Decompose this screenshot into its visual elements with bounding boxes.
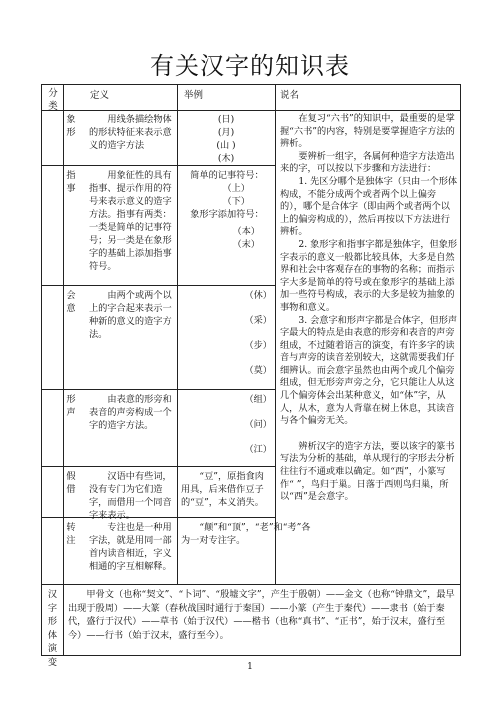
category-ideograph: 会 意 [66, 290, 76, 314]
header-definition: 定义 [90, 90, 110, 101]
definition-text: 汉语中有些词，没有专门为它们造字，而借用一个同音字来表示。 [89, 471, 172, 521]
example-list: (日) (月) (山 ) (木) [216, 114, 236, 164]
definition-text: 用线条描绘物体的形状特征来表示意义的造字方法 [89, 114, 172, 151]
notes-step-2: 2. 象形字和指事字都是独体字，但象形字表示的意义一般都比较具体，大多是自然界和社会中客观存在的事物的名称；而指示字大多是简单的符号或在象形字的基础上添加一些符号构成，表示的大多是较为抽象的事物和意义。 [280, 238, 458, 313]
notes-last: 辨析汉字的造字方法，要以该字的篆书写法为分析的基础，单从现行的字形去分析往往行不通或难以确定。如“西”，小篆写作“ ”，鸟归于巢。日落于西则鸟归巢，所以“西”是会意字。 [280, 440, 455, 503]
example-text: “豆”，原指食肉用具，后来借作豆子的“豆”，本义消失。 [181, 471, 264, 508]
knowledge-table [41, 84, 461, 668]
category-pictograph: 象 形 [66, 114, 76, 138]
row-divider [42, 584, 460, 585]
example-list: （休） （采） （步） （莫） [244, 290, 272, 376]
row-divider [42, 389, 275, 390]
notes-method: 要辨析一组字，各属何种造字方法造出来的字，可以按以下步骤和方法进行： [280, 150, 455, 175]
row-divider [42, 285, 275, 286]
evolution-text: 甲骨文（也称“契文”、“卜词”、“殷墟文字”，产生于殷朝）——金文（也称“钟鼎文”，最早出现于殷周）——大篆（春秋战国时通行于秦国）——小篆（产生于秦代）——隶书（始于秦代，盛行于汉代）——草书（始于汉代）——楷书（也称“真书”、“正书”，始于汉末，盛行至今）——行书（始于汉末，盛行至今）。 [68, 589, 455, 641]
row-divider [42, 165, 275, 166]
definition-text: 专注也是一种用字法，就是用同一部首内读音相近，字义相通的字互相解释。 [89, 522, 172, 572]
notes-step-1: 1. 先区分哪个是独体字（只由一个形体构成，不能分成两个或者两个以上偏旁的），哪个是合体字（即由两个或者两个以上的偏旁构成的），然后再按以下方法进行辨析。 [280, 175, 458, 238]
page-title: 有关汉字的知识表 [150, 52, 350, 80]
definition-text: 由两个或两个以上的字合起来表示一种新的意义的造字方法。 [89, 290, 172, 340]
header-notes: 说名 [280, 90, 300, 101]
header-example: 举例 [184, 90, 204, 101]
example-list: （组） （问） （江） [244, 394, 272, 455]
evolution-label: 汉字形体演变 [47, 589, 58, 668]
definition-text: 用象征性的具有指事、提示作用的符号来表示意义的造字方法。指事有两类：一类是简单的记事符号；另一类是在象形字的基础上添加指事符号。 [89, 170, 172, 272]
category-indicative: 指 事 [66, 170, 76, 194]
category-loan: 假 借 [66, 471, 76, 495]
row-divider [42, 466, 275, 467]
row-divider [42, 110, 460, 111]
notes-step-3: 3. 会意字和形声字都是合体字，但形声字最大的特点是由表意的形旁和表音的声旁组成，不过随着语言的演变，有许多字的读音与声旁的读音差别较大，这就需要我们仔细辨认。而会意字虽然也由两个或几个偏旁组成，但无形旁声旁之分，它只能让人从这几个偏旁体会出某种意义，如“体”字，从人，从木，意为人背靠在树上休息，其读音与各个偏旁无关。 [280, 314, 458, 427]
column-divider [63, 85, 64, 656]
column-divider [275, 85, 276, 585]
example-text: “颠”和“顶”，“老”和“考”各为一对专注字。 [181, 522, 311, 546]
notes-block [280, 113, 458, 504]
category-derivative: 转 注 [66, 522, 76, 546]
header-category: 分类 [48, 88, 58, 112]
definition-text: 由表意的形旁和表音的声旁构成一个字的造字方法。 [89, 394, 172, 431]
page-number: 1 [247, 662, 253, 672]
category-phonosemantic: 形 声 [66, 394, 76, 418]
example-list: 简单的记事符号： （上） （下） 象形字添加符号： （本） （末） [190, 170, 264, 250]
notes-intro: 在复习“六书”的知识中，最重要的是掌握“六书”的内容，特别是要掌握造字方法的辨析。 [280, 113, 455, 150]
